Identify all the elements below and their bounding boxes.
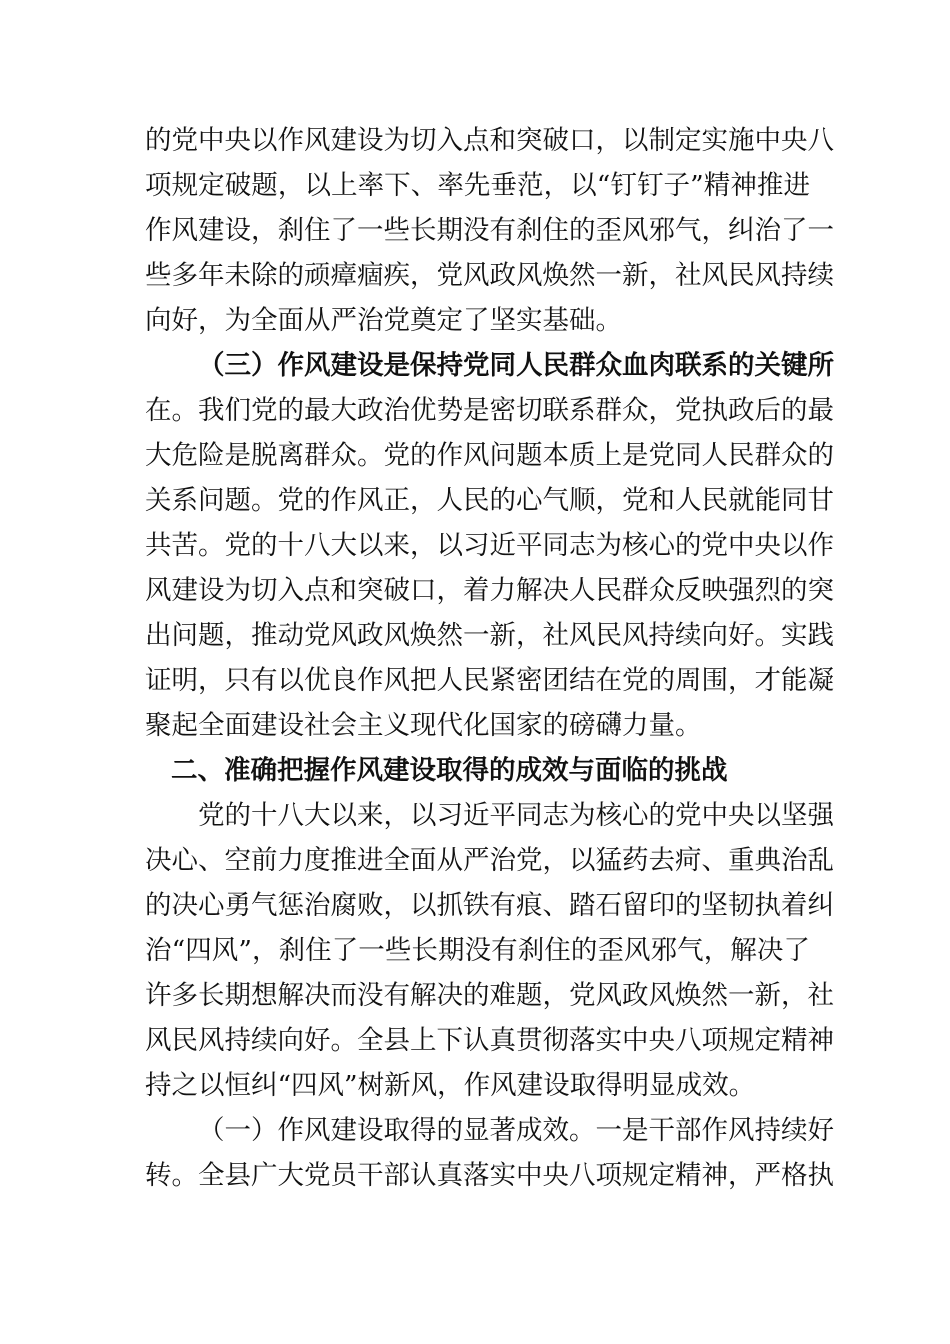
text-line: 向好，为全面从严治党奠定了坚实基础。 [145, 305, 622, 336]
text-line: 项规定破题，以上率下、率先垂范，以“钉钉子”精神推进 [145, 170, 810, 201]
text-line: 决心、空前力度推进全面从严治党，以猛药去疴、重典治乱 [145, 845, 834, 876]
text-line: 的党中央以作风建设为切入点和突破口，以制定实施中央八 [145, 125, 834, 156]
text-line: 党的十八大以来，以习近平同志为核心的党中央以坚强 [198, 800, 834, 831]
text-line: 证明，只有以优良作风把人民紧密团结在党的周围，才能凝 [145, 665, 834, 696]
section-heading: 二、准确把握作风建设取得的成效与面临的挑战 [171, 755, 728, 786]
text-line: 许多长期想解决而没有解决的难题，党风政风焕然一新，社 [145, 980, 834, 1011]
subheading-line: （三）作风建设是保持党同人民群众血肉联系的关键所 [198, 350, 834, 381]
text-line: 关系问题。党的作风正，人民的心气顺，党和人民就能同甘 [145, 485, 834, 516]
text-line: 作风建设，刹住了一些长期没有刹住的歪风邪气，纠治了一 [145, 215, 834, 246]
text-line: 风建设为切入点和突破口，着力解决人民群众反映强烈的突 [145, 575, 834, 606]
text-line: 共苦。党的十八大以来，以习近平同志为核心的党中央以作 [145, 530, 834, 561]
text-line: 持之以恒纠“四风”树新风，作风建设取得明显成效。 [145, 1070, 756, 1101]
text-line: 风民风持续向好。全县上下认真贯彻落实中央八项规定精神 [145, 1025, 834, 1056]
text-line: 出问题，推动党风政风焕然一新，社风民风持续向好。实践 [145, 620, 834, 651]
subheading-line: （一）作风建设取得的显著成效。一是干部作风持续好 [198, 1115, 834, 1146]
text-line: 大危险是脱离群众。党的作风问题本质上是党同人民群众的 [145, 440, 834, 471]
text-line: 转。全县广大党员干部认真落实中央八项规定精神，严格执 [145, 1160, 834, 1191]
text-line: 聚起全面建设社会主义现代化国家的磅礴力量。 [145, 710, 702, 741]
text-line: 在。我们党的最大政治优势是密切联系群众，党执政后的最 [145, 395, 834, 426]
text-line: 的决心勇气惩治腐败，以抓铁有痕、踏石留印的坚韧执着纠 [145, 890, 834, 921]
text-line: 治“四风”，刹住了一些长期没有刹住的歪风邪气，解决了 [145, 935, 810, 966]
text-line: 些多年未除的顽瘴痼疾，党风政风焕然一新，社风民风持续 [145, 260, 834, 291]
